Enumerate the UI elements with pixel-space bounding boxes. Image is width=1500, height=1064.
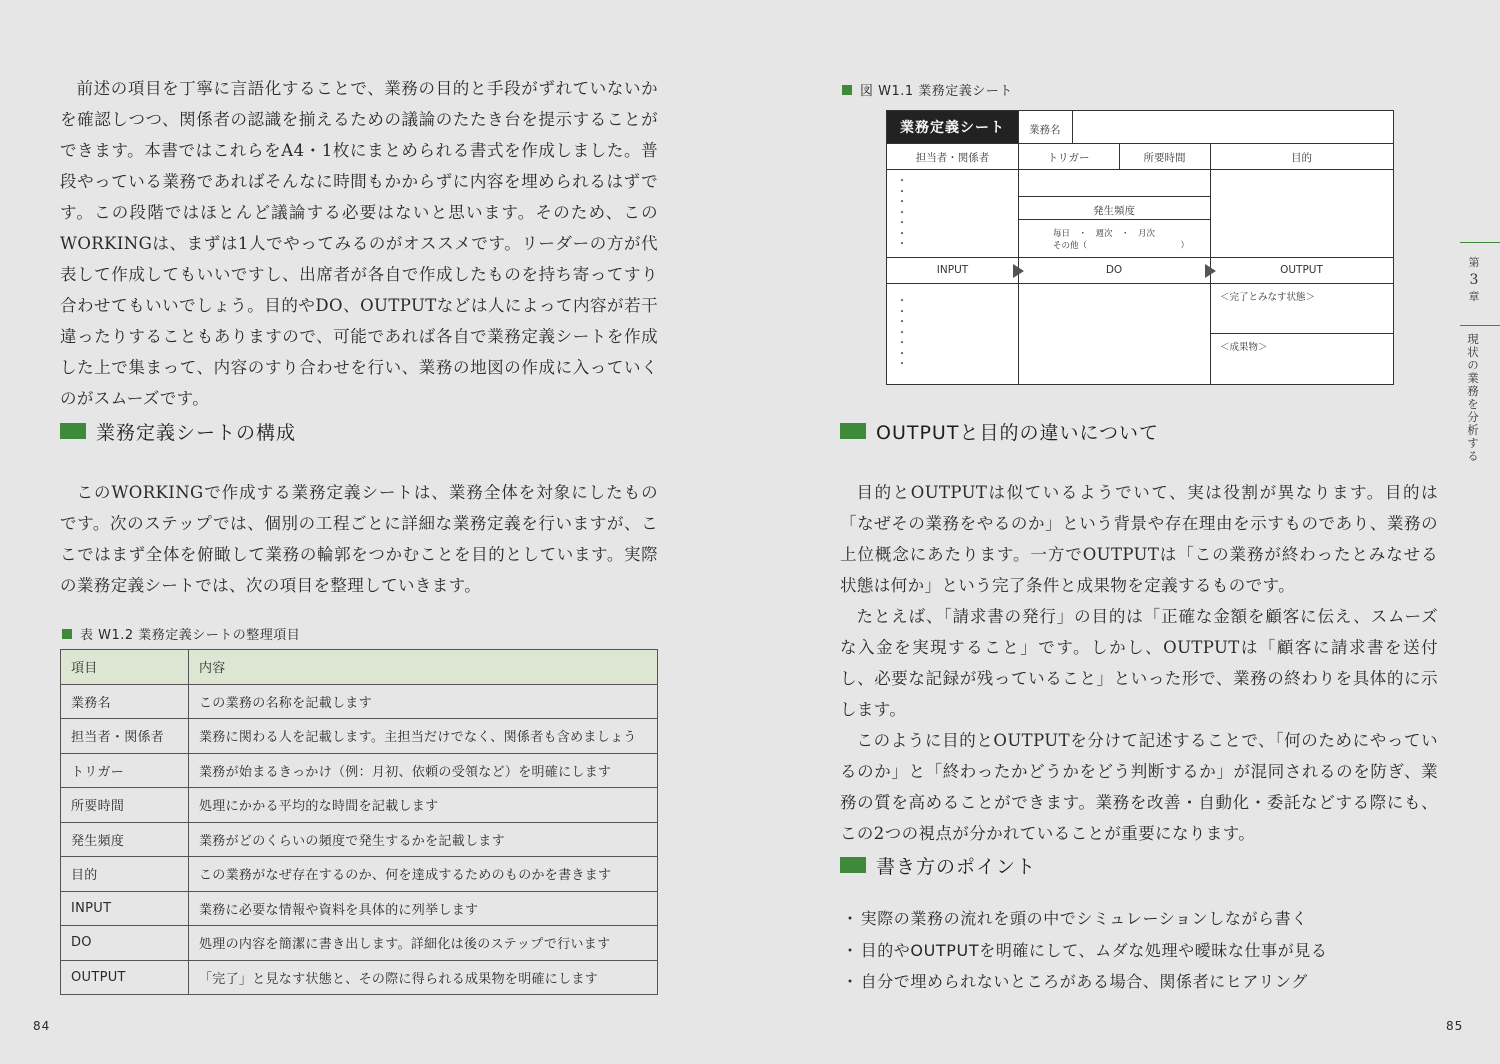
table-row: 発生頻度 業務がどのくらいの頻度で発生するかを記載します (61, 822, 658, 857)
sheet-done-state-label: ＜完了とみなす状態＞ (1220, 292, 1316, 303)
caption-marker (842, 85, 852, 95)
table-row: 担当者・関係者 業務に関わる人を記載します。主担当だけでなく、関係者も含めましょう (61, 719, 658, 754)
paragraph: たとえば、「請求書の発行」の目的は「正確な金額を顧客に伝え、スムーズな入金を実現すること」です。しかし、OUTPUTは「顧客に請求書を送付し、必要な記録が残っていること」といった形で、業務の終わりを具体的に示します。 (840, 607, 1438, 719)
table-row: OUTPUT 「完了」と見なす状態と、その際に得られる成果物を明確にします (61, 960, 658, 995)
table-row: 所要時間 処理にかかる平均的な時間を記載します (61, 788, 658, 823)
caption-marker (62, 629, 72, 639)
sheet-col-purpose: 目的 (1291, 152, 1312, 164)
sheet-name-label: 業務名 (1029, 124, 1061, 136)
section-heading-output-vs-purpose (840, 416, 1159, 446)
sheet-title: 業務定義シート (887, 111, 1018, 143)
sheet-input-label: INPUT (936, 264, 969, 276)
table-row: INPUT 業務に必要な情報や資料を具体的に列挙します (61, 891, 658, 926)
section-heading-structure (60, 416, 296, 446)
sheet-frequency-other: その他（ ） (1053, 241, 1190, 251)
output-purpose-paragraphs (840, 477, 1438, 849)
sheet-frequency-options: 毎日 ・ 週次 ・ 月次 (1053, 229, 1156, 239)
list-item: ・ 自分で埋められないところがある場合、関係者にヒアリング (842, 966, 1442, 998)
sheet-col-staff: 担当者・関係者 (915, 152, 990, 164)
table-header-cell: 項目 (61, 650, 189, 685)
paragraph: 目的とOUTPUTは似ているようでいて、実は役割が異なります。目的は「なぜその業務をやるのか」という背景や存在理由を示すものであり、業務の上位概念にあたります。一方でOUTPUTは「この業務が終わったとみなせる状態は何か」という完了条件と成果物を定義するものです。 (840, 483, 1438, 595)
sheet-do-label: DO (1105, 264, 1123, 276)
sheet-frequency-label: 発生頻度 (1093, 205, 1135, 217)
section-paragraph: このWORKINGで作成する業務定義シートは、業務全体を対象にしたものです。次のステップでは、個別の工程ごとに詳細な業務定義を行いますが、ここではまず全体を俯瞰して業務の輪郭をつかむことを目的としています。実際の業務定義シートでは、次の項目を整理していきます。 (60, 483, 658, 595)
table-caption: 表 W1.2 業務定義シートの整理項目 (62, 624, 300, 643)
heading-marker (60, 423, 86, 439)
sheet-col-trigger: トリガー (1047, 152, 1090, 164)
table-header-row (61, 650, 658, 685)
page-number-left: 84 (33, 1019, 51, 1033)
page-number-right: 85 (1446, 1019, 1464, 1033)
chapter-tab-number: 第 3 章 (1468, 256, 1480, 303)
table-row: DO 処理の内容を簡潔に書き出します。詳細化は後のステップで行います (61, 926, 658, 961)
paragraph: このように目的とOUTPUTを分けて記述することで、「何のためにやっているのか」と「終わったかどうかをどう判断するか」が混同されるのを防ぎ、業務の質を高めることができます。業務を改善・自動化・委託などする際にも、この2つの視点が分かれていることが重要になります。 (840, 731, 1438, 843)
business-definition-sheet (886, 110, 1394, 385)
heading-marker (840, 857, 866, 873)
sheet-input-bullets: ・ ・ ・ ・ ・ ・ ・ (897, 296, 907, 370)
chapter-tab-rule-top (1460, 242, 1500, 243)
heading-text: 業務定義シートの構成 (96, 421, 297, 444)
items-table (60, 649, 658, 995)
table-row: 業務名 この業務の名称を記載します (61, 684, 658, 719)
sheet-deliverable-label: ＜成果物＞ (1220, 342, 1268, 353)
list-item: ・ 目的やOUTPUTを明確にして、ムダな処理や曖昧な仕事が見る (842, 935, 1442, 967)
writing-tips-list (842, 903, 1442, 998)
table-header-cell: 内容 (189, 650, 658, 685)
section-heading-writing-tips (840, 850, 1036, 880)
table-row: トリガー 業務が始まるきっかけ（例：月初、依頼の受領など）を明確にします (61, 753, 658, 788)
chapter-tab-rule-bottom (1460, 325, 1500, 326)
heading-text: 書き方のポイント (876, 855, 1037, 878)
sheet-col-time: 所要時間 (1143, 152, 1186, 164)
list-item: ・ 実際の業務の流れを頭の中でシミュレーションしながら書く (842, 903, 1442, 935)
items-table-wrapper (60, 649, 658, 995)
sheet-staff-bullets: ・ ・ ・ ・ ・ ・ ・ (897, 176, 907, 250)
intro-paragraph: 前述の項目を丁寧に言語化することで、業務の目的と手段がずれていないかを確認しつつ、関係者の認識を揃えるための議論のたたき台を提示することができます。本書ではこれらをA4・1枚にまとめられる書式を作成しました。普段やっている業務であればそんなに時間もかからずに内容を埋められるはずです。この段階ではほとんど議論する必要はないと思います。そのため、このWORKINGは、まずは1人でやってみるのがオススメです。リーダーの方が代表して作成してもいいですし、出席者が各自で作成したものを持ち寄ってすり合わせてもいいでしょう。目的やDO、OUTPUTなどは人によって内容が若干違ったりすることもありますので、可能であれば各自で業務定義シートを作成した上で集まって、内容のすり合わせを行い、業務の地図の作成に入っていくのがスムーズです。 (60, 79, 658, 408)
heading-marker (840, 423, 866, 439)
sheet-output-label: OUTPUT (1280, 264, 1323, 276)
heading-text: OUTPUTと目的の違いについて (876, 421, 1160, 444)
figure-caption: 図 W1.1 業務定義シート (842, 80, 1013, 99)
chapter-tab-title: 現状の業務を分析する (1466, 333, 1480, 463)
table-row: 目的 この業務がなぜ存在するのか、何を達成するためのものかを書きます (61, 857, 658, 892)
